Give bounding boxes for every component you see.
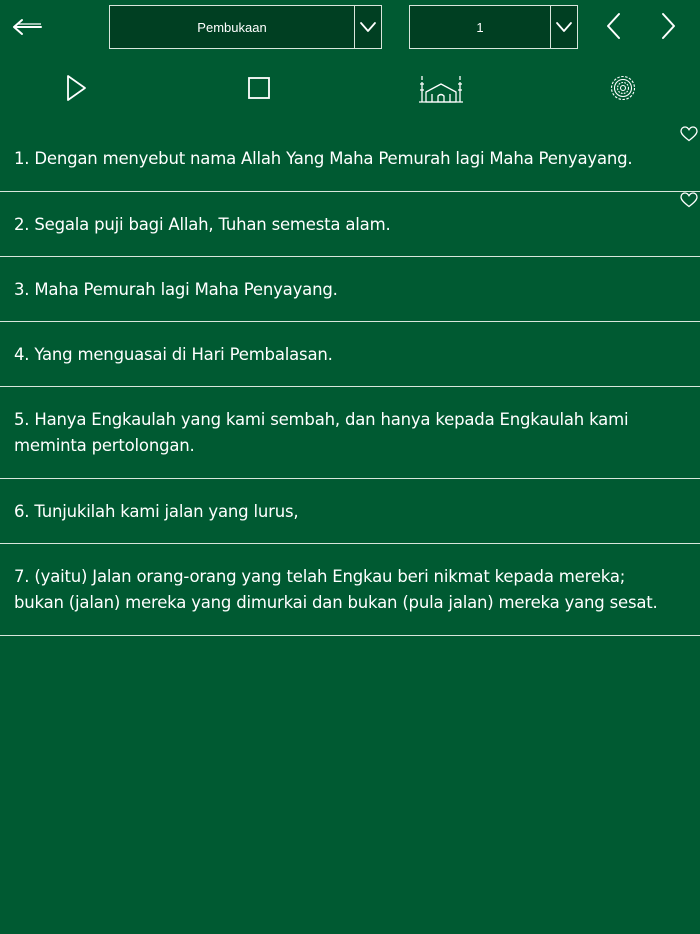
verse-item[interactable] [0,544,700,636]
verse-text: 6. Tunjukilah kami jalan yang lurus, [14,502,299,521]
settings-ornament-icon[interactable] [606,70,640,106]
verse-text: 2. Segala puji bagi Allah, Tuhan semesta alam. [14,215,391,234]
verse-text: 1. Dengan menyebut nama Allah Yang Maha Pemurah lagi Maha Penyayang. [14,149,633,168]
mosque-icon[interactable] [418,70,464,106]
verse-text: 4. Yang menguasai di Hari Pembalasan. [14,345,333,364]
next-chevron-right-icon[interactable] [654,10,682,42]
chevron-down-icon[interactable] [354,6,381,48]
verse-item[interactable] [0,126,700,192]
heart-outline-icon[interactable] [680,192,698,208]
play-icon[interactable] [60,70,92,106]
chevron-down-icon[interactable] [550,6,577,48]
verse-select-value: 1 [476,19,484,35]
verse-item[interactable] [0,479,700,544]
verse-list [0,126,700,636]
verse-text: 5. Hanya Engkaulah yang kami sembah, dan hanya kepada Engkaulah kami meminta pertolongan. [14,410,629,455]
verse-item[interactable] [0,192,700,257]
verse-text: 3. Maha Pemurah lagi Maha Penyayang. [14,280,338,299]
audio-toolbar [0,64,700,112]
verse-item[interactable] [0,387,700,479]
verse-text: 7. (yaitu) Jalan orang-orang yang telah Engkau beri nikmat kepada mereka; bukan (jalan) mereka yang dimurkai dan bukan (pula jalan) mereka yang sesat. [14,567,658,612]
surah-select[interactable] [109,5,382,49]
verse-item[interactable] [0,257,700,322]
stop-icon[interactable] [243,70,275,106]
previous-chevron-left-icon[interactable] [600,10,628,42]
back-arrow-icon[interactable] [10,12,44,42]
surah-select-value: Pembukaan [197,19,267,35]
verse-select[interactable] [409,5,578,49]
verse-item[interactable] [0,322,700,387]
top-bar [0,0,700,54]
heart-outline-icon[interactable] [680,126,698,142]
